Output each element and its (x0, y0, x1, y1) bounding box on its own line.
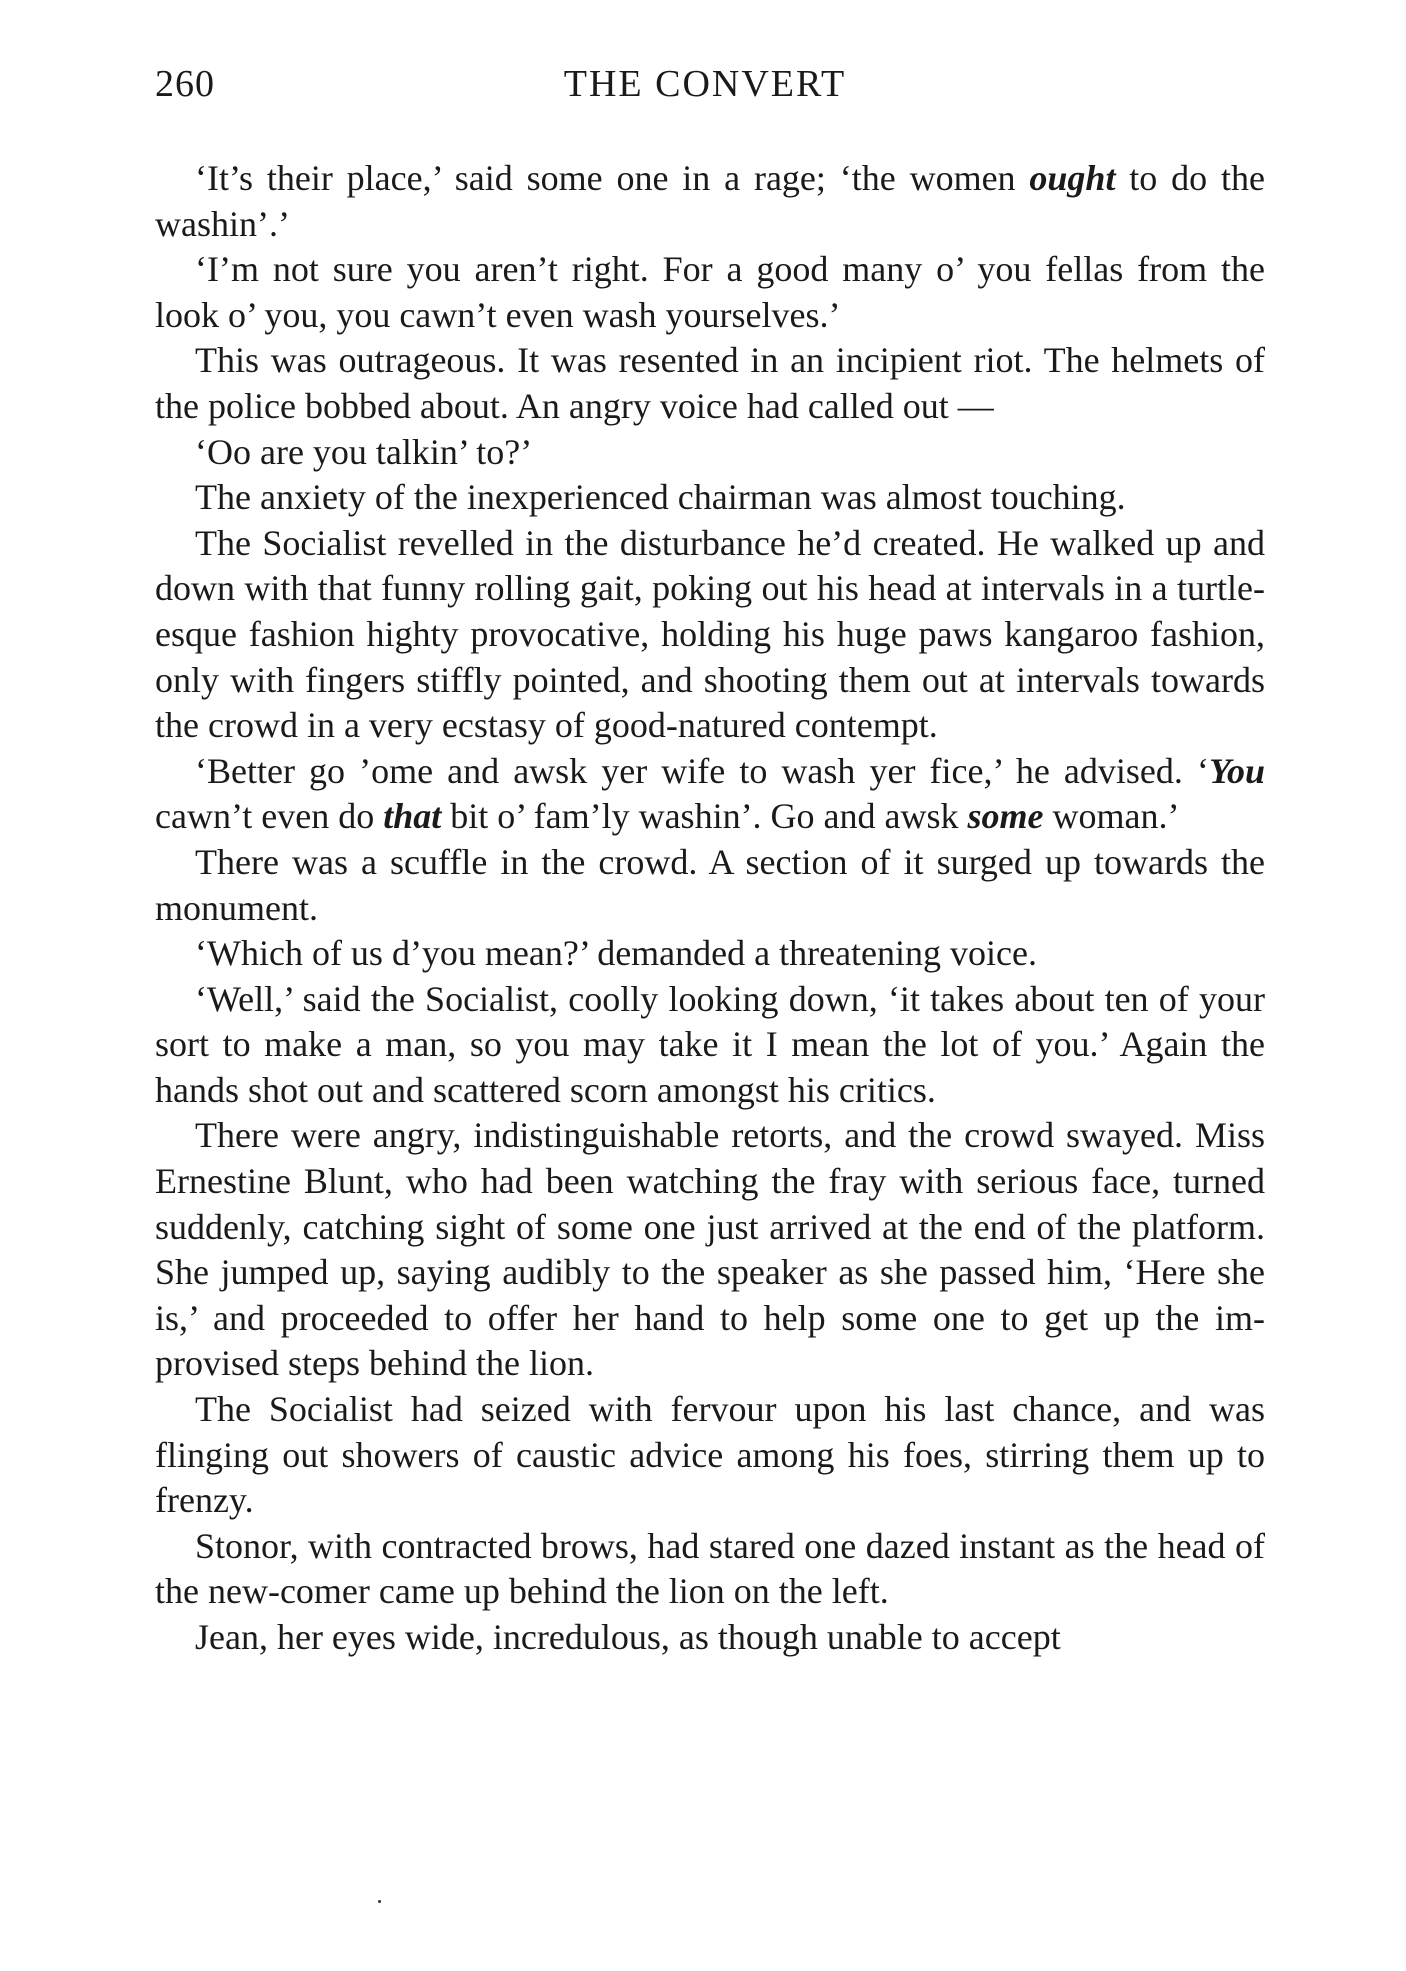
running-head (155, 56, 1275, 116)
emphasis-text: that (383, 796, 442, 837)
paragraph (155, 475, 1265, 521)
text-run: ‘Well,’ said the Socialist, coolly looking down, ‘it takes about ten of your sort to make a man, so you may take it I mean the lot of you.’ Again the hands shot out and scattered scorn amongst his critics. (155, 978, 1265, 1110)
text-run: This was outrageous. It was resented in an incipient riot. The helmets of the police bobbed about. An angry voice had called out — (155, 340, 1265, 426)
page-number: 260 (155, 63, 215, 105)
text-run: Jean, her eyes wide, incredulous, as though unable to accept (195, 1617, 1061, 1657)
book-page (155, 56, 1275, 1936)
text-body (155, 156, 1265, 1661)
paragraph (155, 156, 1265, 247)
paragraph (155, 1615, 1265, 1661)
text-run: The Socialist had seized with fervour upon his last chance, and was flinging out showers of caustic advice among his foes, stirring them up to frenzy. (155, 1389, 1265, 1521)
emphasis-text: ought (1029, 158, 1116, 198)
emphasis-text: You (1208, 750, 1265, 791)
text-run: There was a scuffle in the crowd. A section of it surged up towards the monument. (155, 841, 1265, 928)
paragraph (155, 977, 1265, 1114)
emphasis-text: some (967, 796, 1044, 837)
text-run: woman.’ (1043, 796, 1180, 837)
text-run: ‘I’m not sure you aren’t right. For a good many o’ you fellas from the look o’ you, you cawn’t even wash yourselves.’ (155, 249, 1265, 335)
text-run: The anxiety of the inexperienced chairman was almost touching. (195, 477, 1126, 518)
page-title: THE CONVERT (563, 63, 847, 105)
paragraph (155, 247, 1265, 338)
text-run: ‘Oo are you talkin’ to?’ (195, 431, 533, 472)
text-run: cawn’t even do (155, 796, 384, 837)
text-run: The Socialist revelled in the disturbance he’d created. He walked up and down with that funny rolling gait, poking out his head at intervals in a turtle-esque fashion highty provocative, holding his huge paws kangaroo fashion, only with fingers stiffly pointed, and shooting them out at intervals towards the crowd in a very ecstasy of good-natured contempt. (155, 522, 1265, 746)
paragraph (155, 840, 1265, 931)
paragraph (155, 931, 1265, 977)
paragraph (155, 749, 1265, 840)
paragraph (155, 1113, 1265, 1387)
text-run: There were angry, indistinguishable retorts, and the crowd swayed. Miss Ernestine Blunt, who had been watching the fray with serious face, turned suddenly, catching sight of some one just arrived at the end of the platform. She jumped up, saying audibly to the speaker as she passed him, ‘Here she is,’ and proceeded to offer her hand to help some one to get up the improvised steps behind the lion. (155, 1115, 1265, 1384)
paragraph (155, 1387, 1265, 1524)
paragraph (155, 521, 1265, 749)
text-run: Stonor, with contracted brows, had stared one dazed instant as the head of the new-comer came up behind the lion on the left. (155, 1525, 1265, 1612)
text-run: ‘Which of us d’you mean?’ demanded a threatening voice. (195, 933, 1037, 974)
paragraph (155, 1524, 1265, 1615)
text-run: to do the washin’.’ (155, 158, 1265, 244)
paragraph (155, 338, 1265, 429)
text-run: ‘It’s their place,’ said some one in a rage; ‘the women (195, 158, 1030, 198)
text-run: ‘Better go ’ome and awsk yer wife to wash yer fice,’ he advised. ‘ (195, 750, 1209, 791)
paragraph (155, 430, 1265, 476)
print-speck (378, 1900, 381, 1903)
text-run: bit o’ fam’ly washin’. Go and awsk (441, 796, 968, 837)
